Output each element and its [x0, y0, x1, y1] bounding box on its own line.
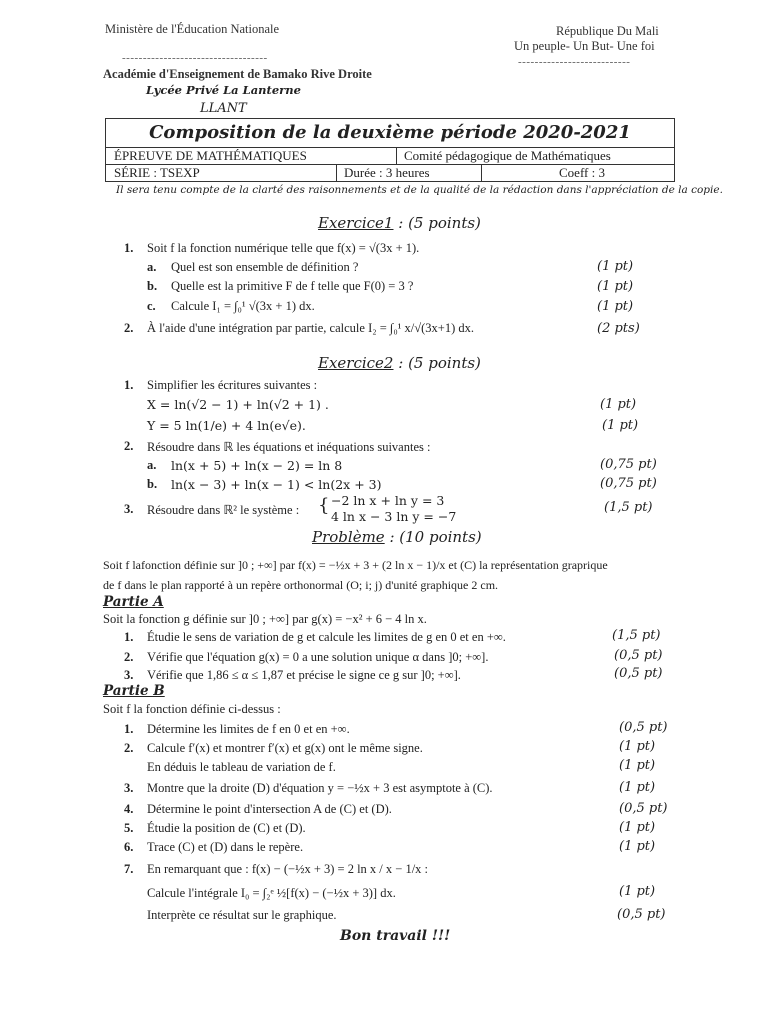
probleme-heading: Problème : (10 points) [312, 528, 482, 546]
ex1-points-1a: (1 pt) [597, 259, 634, 274]
coeff-label: Coeff : 3 [559, 165, 605, 180]
pb-num-2: 2. [124, 741, 134, 755]
ex2-q2: Résoudre dans ℝ les équations et inéquations suivantes : [147, 440, 431, 454]
ex2-sub-a: a. [147, 458, 157, 472]
pb-num-3: 3. [124, 781, 134, 795]
pb-points-7c: (0,5 pt) [617, 907, 666, 922]
duree-label: Durée : 3 heures [344, 165, 430, 180]
ex1-num-1: 1. [124, 241, 134, 255]
pb-q1: Détermine les limites de f en 0 et en +∞. [147, 722, 350, 736]
ex2-q3-line1: −2 ln x + ln y = 3 [331, 493, 445, 508]
pb-num-1: 1. [124, 722, 134, 736]
pb-q6: Trace (C) et (D) dans le repère. [147, 840, 304, 854]
pb-points-3: (1 pt) [619, 780, 656, 795]
pb-q7: En remarquant que : f(x) − (−½x + 3) = 2 ln x / x − 1/x : [147, 862, 429, 876]
ex2-num-2: 2. [124, 439, 134, 453]
serie-label: SÉRIE : TSEXP [114, 165, 200, 180]
pb-q5: Étudie la position de (C) et (D). [147, 821, 306, 835]
pa-q1: Étudie le sens de variation de g et calcule les limites de g en 0 et en +∞. [147, 630, 506, 644]
ex2-points-2b: (0,75 pt) [600, 476, 657, 491]
ex1-sub-c: c. [147, 299, 156, 313]
ex2-points-1y: (1 pt) [602, 418, 639, 433]
motto-label: Un peuple- Un But- Une foi [514, 39, 655, 53]
ex2-q3: Résoudre dans ℝ² le système : [147, 503, 300, 517]
pb-num-7: 7. [124, 862, 134, 876]
pb-q4: Détermine le point d'intersection A de (C) et (D). [147, 802, 392, 816]
pb-q7b: Calcule l'intégrale I₀ = ∫₂ᵉ ½[f(x) − (−½x + 3)] dx. [147, 886, 396, 900]
ex2-points-3: (1,5 pt) [604, 500, 653, 515]
pa-q3: Vérifie que 1,86 ≤ α ≤ 1,87 et précise le signe ce g sur ]0; +∞]. [147, 668, 461, 682]
republic-label: République Du Mali [556, 24, 659, 38]
school-abbrev: LLANT [200, 101, 247, 116]
exercice1-heading: Exercice1 : (5 points) [318, 214, 481, 232]
partie-b-heading: Partie B [103, 683, 165, 699]
pb-num-6: 6. [124, 840, 134, 854]
ex1-q1b: Quelle est la primitive F de f telle que F(0) = 3 ? [171, 279, 414, 293]
ex1-points-1c: (1 pt) [597, 299, 634, 314]
ex1-q1: Soit f la fonction numérique telle que f(x) = √(3x + 1). [147, 241, 420, 255]
pb-q7c: Interprète ce résultat sur le graphique. [147, 908, 337, 922]
school-name: Lycée Privé La Lanterne [146, 83, 301, 97]
ex1-q1a: Quel est son ensemble de définition ? [171, 260, 359, 274]
pb-num-4: 4. [124, 802, 134, 816]
ex2-points-1x: (1 pt) [600, 397, 637, 412]
ex2-q1y: Y = 5 ln(1/e) + 4 ln(e√e). [147, 418, 306, 433]
ministry-label: Ministère de l'Éducation Nationale [105, 22, 280, 36]
pa-num-1: 1. [124, 630, 134, 644]
ex2-num-1: 1. [124, 378, 134, 392]
ex1-sub-a: a. [147, 260, 157, 274]
system-brace: { [318, 495, 330, 516]
ex2-q2a: ln(x + 5) + ln(x − 2) = ln 8 [171, 458, 343, 473]
ex1-sub-b: b. [147, 279, 158, 293]
pa-num-2: 2. [124, 650, 134, 664]
pa-points-1: (1,5 pt) [612, 628, 661, 643]
pb-points-4: (0,5 pt) [619, 801, 668, 816]
pa-q2: Vérifie que l'équation g(x) = 0 a une solution unique α dans ]0; +∞]. [147, 650, 489, 664]
epreuve-label: ÉPREUVE DE MATHÉMATIQUES [114, 148, 307, 163]
partie-a-intro: Soit la fonction g définie sur ]0 ; +∞] par g(x) = −x² + 6 − 4 ln x. [103, 612, 427, 626]
ex2-q2b: ln(x − 3) + ln(x − 1) < ln(2x + 3) [171, 477, 382, 492]
academy-label: Académie d'Enseignement de Bamako Rive Droite [103, 67, 372, 81]
comite-label: Comité pédagogique de Mathématiques [404, 148, 611, 163]
ex1-q1c: Calcule I₁ = ∫₀¹ √(3x + 1) dx. [171, 299, 315, 313]
pa-num-3: 3. [124, 668, 134, 682]
ex2-points-2a: (0,75 pt) [600, 457, 657, 472]
closing-text: Bon travail !!! [340, 928, 451, 944]
probleme-intro-1: Soit f lafonction définie sur ]0 ; +∞] par f(x) = −½x + 3 + (2 ln x − 1)/x et (C) la représentation graprique [103, 558, 608, 572]
partie-a-heading: Partie A [103, 594, 164, 610]
ex2-q1x: X = ln(√2 − 1) + ln(√2 + 1) . [147, 397, 329, 412]
ex1-points-1b: (1 pt) [597, 279, 634, 294]
pb-points-2: (1 pt) [619, 739, 656, 754]
divider-left: ----------------------------------- [122, 52, 268, 64]
pb-q2: Calcule f′(x) et montrer f′(x) et g(x) ont le même signe. [147, 741, 423, 755]
exercice2-heading: Exercice2 : (5 points) [318, 354, 481, 372]
ex2-q1: Simplifier les écritures suivantes : [147, 378, 318, 392]
ex2-sub-b: b. [147, 477, 158, 491]
partie-b-intro: Soit f la fonction définie ci-dessus : [103, 702, 281, 716]
notice-text: Il sera tenu compte de la clarté des raisonnements et de la qualité de la rédaction dans l'appréciation de la copie. [116, 184, 723, 196]
pb-points-5: (1 pt) [619, 820, 656, 835]
pa-points-2: (0,5 pt) [614, 648, 663, 663]
ex1-points-2: (2 pts) [597, 321, 640, 336]
pb-q3: Montre que la droite (D) d'équation y = −½x + 3 est asymptote à (C). [147, 781, 493, 795]
pb-points-2b: (1 pt) [619, 758, 656, 773]
divider-right: --------------------------- [518, 56, 631, 68]
pa-points-3: (0,5 pt) [614, 666, 663, 681]
ex2-num-3: 3. [124, 502, 134, 516]
probleme-intro-2: de f dans le plan rapporté à un repère orthonormal (O; i; j) d'unité graphique 2 cm. [103, 578, 499, 592]
composition-title: Composition de la deuxième période 2020-2021 [149, 122, 631, 143]
pb-q2b: En déduis le tableau de variation de f. [147, 760, 336, 774]
pb-points-7b: (1 pt) [619, 884, 656, 899]
ex1-num-2: 2. [124, 321, 134, 335]
pb-points-1: (0,5 pt) [619, 720, 668, 735]
ex2-q3-line2: 4 ln x − 3 ln y = −7 [331, 509, 457, 524]
title-box [105, 118, 675, 182]
ex1-q2: À l'aide d'une intégration par partie, calcule I₂ = ∫₀¹ x/√(3x+1) dx. [147, 321, 475, 335]
pb-num-5: 5. [124, 821, 134, 835]
pb-points-6: (1 pt) [619, 839, 656, 854]
